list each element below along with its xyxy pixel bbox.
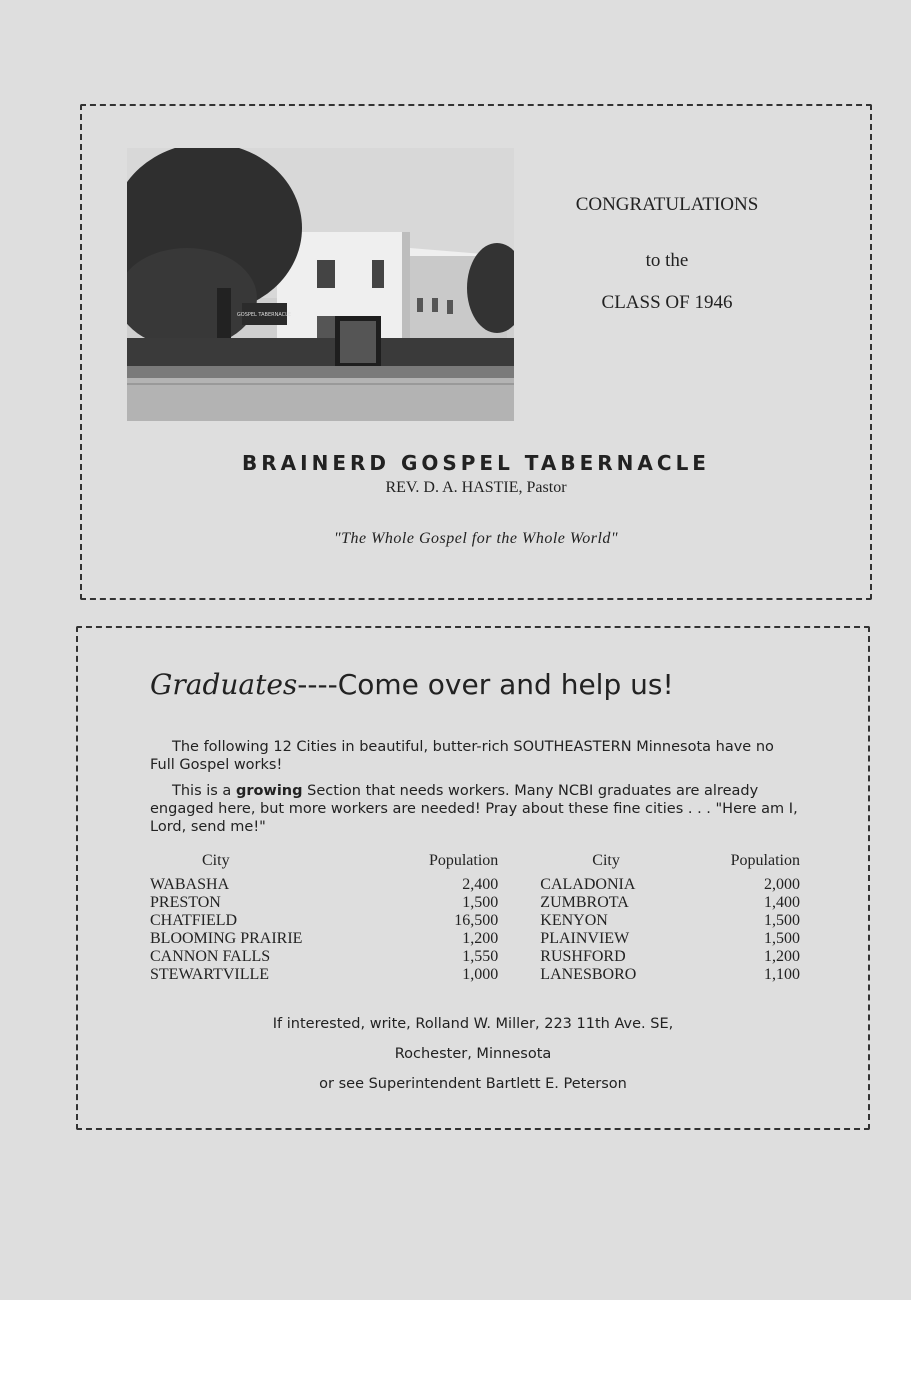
church-advertisement <box>80 104 872 600</box>
sign-text: GOSPEL TABERNACLE <box>236 312 292 318</box>
city-name: PRESTON <box>150 894 221 911</box>
city-name: BLOOMING PRAIRIE <box>150 930 303 947</box>
church-photo <box>127 148 514 421</box>
city-name: RUSHFORD <box>540 948 626 965</box>
column-header-city: City <box>592 852 620 869</box>
cities-table <box>150 852 800 984</box>
contact-line-1: If interested, write, Rolland W. Miller, 223 11th Ave. SE, <box>272 1016 674 1032</box>
congratulations-heading: CONGRATULATIONS <box>575 194 759 215</box>
population-value: 1,400 <box>764 894 800 911</box>
table-row <box>150 876 800 894</box>
population-value: 1,200 <box>462 930 499 947</box>
population-value: 1,200 <box>764 948 800 965</box>
workers-paragraph: This is a growing Section that needs workers. Many NCBI graduates are already engaged here, but more workers are needed! Pray about these fine cities . . . "Here am I, Lord, send me!" <box>150 783 798 835</box>
contact-line-3: or see Superintendent Bartlett E. Peterson <box>319 1076 627 1092</box>
population-value: 1,500 <box>764 912 800 929</box>
population-value: 1,500 <box>462 894 499 911</box>
population-value: 16,500 <box>454 912 499 929</box>
headline <box>150 668 674 701</box>
column-header-city: City <box>202 852 230 869</box>
population-value: 1,500 <box>764 930 800 947</box>
intro-paragraph: The following 12 Cities in beautiful, butter-rich SOUTHEASTERN Minnesota have no Full Gospel works! <box>150 739 774 773</box>
pastor-line: REV. D. A. HASTIE, Pastor <box>385 479 567 496</box>
city-name: LANESBORO <box>540 966 637 983</box>
table-row <box>150 948 800 966</box>
headline-script-word: Graduates <box>150 668 298 701</box>
church-motto: "The Whole Gospel for the Whole World" <box>333 530 619 547</box>
city-name: WABASHA <box>150 876 230 893</box>
congratulations-to-the: to the <box>645 250 689 271</box>
city-name: CHATFIELD <box>150 912 238 929</box>
table-row <box>150 894 800 912</box>
column-header-population: Population <box>730 852 800 869</box>
contact-line-2: Rochester, Minnesota <box>394 1046 552 1062</box>
population-value: 1,000 <box>462 966 499 983</box>
city-name: KENYON <box>540 912 608 929</box>
city-name: PLAINVIEW <box>540 930 630 947</box>
table-row <box>150 930 800 948</box>
city-name: ZUMBROTA <box>540 894 629 911</box>
city-name: STEWARTVILLE <box>150 966 270 983</box>
headline-text: ----Come over and help us! <box>297 668 674 701</box>
population-value: 1,100 <box>764 966 800 983</box>
recruitment-advertisement <box>76 626 870 1130</box>
city-name: CALADONIA <box>540 876 636 893</box>
table-header-row <box>150 852 800 876</box>
population-value: 1,550 <box>462 948 499 965</box>
growing-emphasis: growing <box>235 783 303 799</box>
church-name: BRAINERD GOSPEL TABERNACLE <box>242 451 710 475</box>
table-row <box>150 966 800 984</box>
population-value: 2,000 <box>764 876 800 893</box>
class-year: CLASS OF 1946 <box>601 292 733 313</box>
column-header-population: Population <box>428 852 499 869</box>
city-name: CANNON FALLS <box>150 948 271 965</box>
population-value: 2,400 <box>462 876 499 893</box>
table-row <box>150 912 800 930</box>
